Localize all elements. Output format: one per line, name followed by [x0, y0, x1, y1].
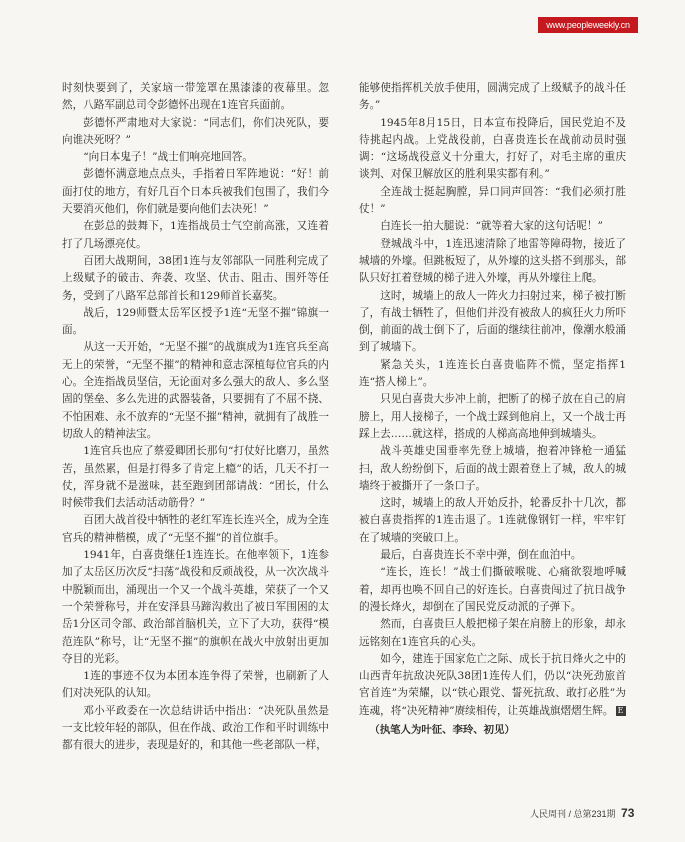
paragraph: 最后，白喜贵连长不幸中弹，倒在血泊中。 — [380, 549, 582, 562]
paragraph: 1连的事迹不仅为本团本连争得了荣誉，也刷新了人们对决死队的认知。 — [62, 670, 329, 700]
author-byline: （执笔人为叶征、李玲、初见） — [369, 723, 515, 736]
paragraph: 邓小平政委在一次总结讲话中指出：“决死队虽然是一支比较年轻的部队，但在作战、政治工作和平时训练中都有很大的进步，表现是好的，和其他一些老部队一样， — [62, 704, 329, 752]
paragraph: 能够使指挥机关放手使用，圆满完成了上级赋予的战斗任务。” — [359, 82, 626, 112]
paragraph: 这时，城墙上的敌人开始反扑，轮番反扑十几次，都被白喜贵指挥的1连击退了。1连就像钢钉一样，牢牢钉在了城墙的突破口上。 — [359, 497, 626, 544]
right-text-column — [359, 80, 626, 736]
paragraph: 紧急关头，1连连长白喜贵临阵不慌，坚定指挥1连“搭人梯上”。 — [359, 358, 626, 389]
paragraph: 彭德怀满意地点点头，手指着日军阵地说：“好！前面打仗的地方，有好几百个日本兵被我们包围了，我们今天要消灭他们，你们就是要向他们去决死！” — [62, 168, 329, 216]
paragraph: 只见白喜贵大步冲上前，把断了的梯子放在自己的肩膀上，用人接梯子，一个战士踩到他肩上，又一个战士再踩上去……就这样，搭成的人梯高高地伸到城墙头。 — [359, 393, 626, 440]
site-url-banner: www.peopleweekly.cn — [538, 17, 638, 33]
paragraph: 在彭总的鼓舞下，1连指战员士气空前高涨，又连着打了几场漂亮仗。 — [62, 220, 329, 250]
paragraph: “连长，连长！”战士们撕破喉咙、心痛欲裂地呼喊着，却再也唤不回自己的好连长。白喜贵闯过了抗日战争的漫长烽火，却倒在了国民党反动派的子弹下。 — [359, 566, 626, 613]
paragraph: 然而，白喜贵巨人般把梯子架在肩膀上的形象，却永远铭刻在1连官兵的心头。 — [359, 618, 626, 648]
magazine-issue-label: 人民周刊 / 总第231期 — [530, 809, 616, 819]
paragraph: 如今，建连于国家危亡之际、成长于抗日烽火之中的山西青年抗敌决死队38团1连传人们，仍以“决死劲旅首官首连”为荣耀，以“铁心跟党、誓死抗敌、敢打必胜”为连魂，将“决死精神”赓续相传，让英雄战旗熠熠生辉。 E — [359, 652, 626, 717]
paragraph: 1连官兵也应了蔡爱卿团长那句“打仗好比磨刀，虽然苦，虽然累，但是打得多了肯定上瘾”的话，几天不打一仗，浑身就不是滋味，甚至跑到团部请战：“团长，什么时候带我们去活动活动筋骨？” — [62, 445, 329, 510]
paragraph: 战后，129师暨太岳军区授予1连“无坚不摧”锦旗一面。 — [62, 306, 329, 337]
paragraph: 百团大战首役中牺牲的老红军连长连兴全，成为全连官兵的精神楷模，成了“无坚不摧”的首位旗手。 — [62, 514, 329, 544]
paragraph: 战斗英雄史国垂率先登上城墙，抱着冲锋枪一通猛扫，敌人纷纷倒下，后面的战士跟着登上了城，敌人的城墙终于被撕开了一条口子。 — [359, 445, 626, 492]
paragraph: 登城战斗中，1连迅速清除了地雷等障碍物，接近了城墙的外壕。但跳板短了，从外壕的这头搭不到那头，部队只好扛着登城的梯子进入外壕，再从外壕往上爬。 — [359, 237, 626, 285]
paragraph: 这时，城墙上的敌人一阵火力扫射过来，梯子被打断了，有战士牺牲了，但他们并没有被敌人的疯狂火力所吓倒，前面的战士倒下了，后面的继续往前冲，像潮水般涌到了城墙下。 — [359, 289, 626, 354]
paragraph: 1945年8月15日，日本宣布投降后，国民党迫不及待挑起内战。上党战役前，白喜贵连长在战前动员时强调：“这场战役意义十分重大，打好了，对毛主席的重庆谈判、对保卫解放区的胜利果实都有利。” — [359, 116, 626, 181]
paragraph: 白连长一拍大腿说：“就等着大家的这句话呢！” — [380, 220, 603, 233]
page-footer — [530, 806, 634, 820]
paragraph: “向日本鬼子！”战士们响亮地回答。 — [83, 151, 253, 164]
left-text-column — [62, 80, 329, 752]
article-end-icon: E — [616, 706, 626, 716]
page-number: 73 — [621, 806, 635, 820]
paragraph: 从这一天开始，“无坚不摧”的战旗成为1连官兵至高无上的荣誉，“无坚不摧”的精神和意志深植每位官兵的内心。全连指战员坚信，无论面对多么强大的敌人、多么坚固的堡垒、多么先进的武器装备，只要拥有了不屈不挠、不怕困难、永不放弃的“无坚不摧”精神，就拥有了战胜一切敌人的精神法宝。 — [62, 341, 329, 440]
paragraph: 全连战士挺起胸膛，异口同声回答：“我们必须打胜仗！” — [359, 185, 626, 216]
paragraph: 时刻快要到了，关家垴一带笼罩在黑漆漆的夜幕里。忽然，八路军副总司令彭德怀出现在1连官兵面前。 — [62, 82, 329, 112]
paragraph: 百团大战期间，38团1连与友邻部队一同胜利完成了上级赋予的破击、奔袭、攻坚、伏击、阻击、围歼等任务，受到了八路军总部首长和129师首长嘉奖。 — [62, 254, 329, 302]
paragraph: 1941年，白喜贵继任1连连长。在他率领下，1连参加了太岳区历次反“扫荡”战役和反顽战役，从一次次战斗中脱颖而出，涌现出一个又一个战斗英雄，荣获了一个又一个荣誉称号，并在安泽县马蹄沟救出了被日军围困的太岳1分区司令部、政治部首脑机关，立下了大功，获得“模范连队”称号，让“无坚不摧”的旗帜在战火中放射出更加夺目的光彩。 — [62, 549, 329, 665]
paragraph: 彭德怀严肃地对大家说：“同志们，你们决死队，要向谁决死呀？” — [62, 116, 329, 146]
